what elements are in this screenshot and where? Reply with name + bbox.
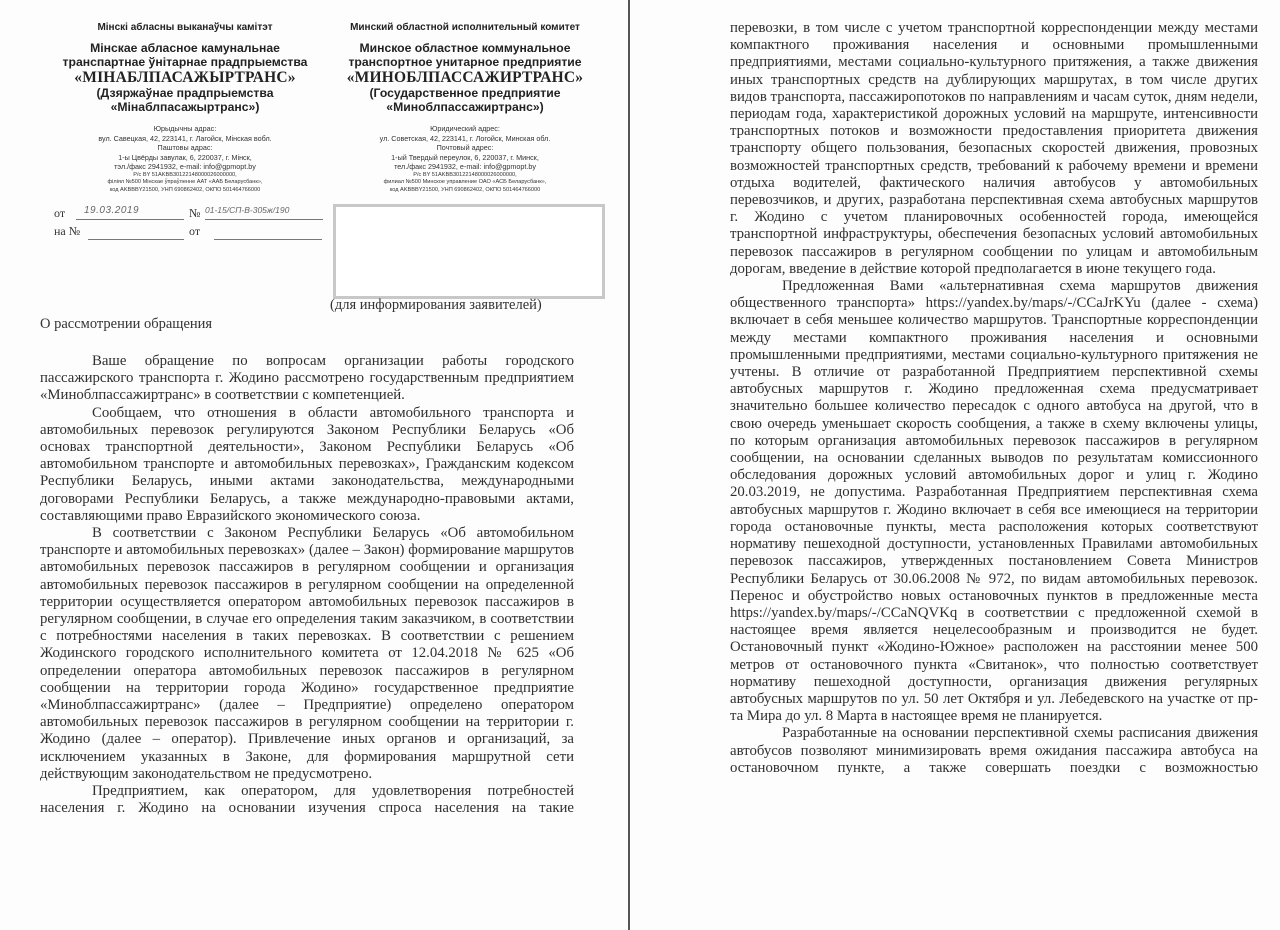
reply-from-label: от (189, 224, 201, 238)
letter-page-2 (631, 0, 1280, 930)
page-divider (628, 0, 630, 930)
bank-account: Р/с BY 51AKBB30122148000026000000, (413, 171, 517, 178)
committee-name: Мінскі абласны выканаўчы камітэт (97, 22, 273, 33)
body-paragraph: Разработанные на основании перспективной схемы расписания движения автобусов позволяют минимизировать время ожидания пассажира автобуса на остановочном пункте, а также совершать поездки с возможностью (730, 725, 1258, 776)
org-name-line: Минское областное коммунальное (359, 41, 571, 55)
body-paragraph: Предприятием, как оператором, для удовлетворения потребностей населения г. Жодино на основании изучения спроса населения на такие (40, 783, 574, 817)
bank-account: Р/с BY 51AKBB30122148000026000000, (133, 171, 237, 178)
legal-address: ул. Советская, 42, 223141, г. Логойск, Минская обл. (379, 133, 551, 143)
number-label: № (189, 206, 201, 220)
bank-codes: код AKBBBY21500, УНП 690862402, ОКПО 501464766000 (109, 186, 261, 193)
letterhead-russian (320, 22, 610, 194)
postal-address-label: Паштовы адрас: (157, 143, 213, 152)
body-paragraph: В соответствии с Законом Республики Беларусь «Об автомобильном транспорте и автомобильных перевозках» (далее – Закон) формирование маршрутов автомобильных перевозок пассажиров в регулярном сообщении и организация автомобильных перевозок пассажиров в регулярном сообщении на определенной территории осуществляется оператором автомобильных перевозок пассажиров в регулярном сообщении, в случае его определения таким заказчиком, в соответствии с потребностями населения в таких перевозках. В соответствии с решением Жодинского городского исполнительного комитета от 12.04.2018 № 625 «Об определении оператора автомобильных перевозок пассажиров в регулярном сообщении на территории города Жодино» государственное предприятие «Миноблпассажиртранс» (далее – Предприятие) определено оператором автомобильных перевозок пассажиров в регулярном сообщении на территории г. Жодино (далее – оператор). Привлечение иных органов и организаций, за исключением указанных в Законе, для формирования маршрутной сети действующим законодательством не предусмотрено. (40, 525, 574, 782)
org-subtitle-line: (Дзяржаўнае прадпрыемства (96, 86, 274, 100)
legal-address-label: Юридический адрес: (430, 124, 500, 133)
letterhead-belarusian (40, 22, 330, 194)
org-name-line: транспортное унитарное предприятие (348, 55, 582, 69)
postal-address: 1-ый Твердый переулок, 6, 220037, г. Минск, (391, 152, 539, 162)
address-block (320, 124, 610, 172)
redacted-addressee-box (333, 204, 605, 299)
org-subtitle-line: «Мінаблпасажыртранс») (110, 100, 260, 114)
bank-codes: код AKBBBY21500, УНП 690862402, ОКПО 501464766000 (389, 186, 541, 193)
contacts: тел./факс 2941932, e-mail: info@gpmopt.by (394, 162, 536, 171)
postal-address-label: Почтовый адрес: (436, 143, 494, 152)
body-paragraph: Ваше обращение по вопросам организации работы городского пассажирского транспорта г. Жодино рассмотрено государственным предприятием «Миноблпассажиртранс» в соответствии с компетенцией. (40, 353, 574, 404)
org-brand: «МИНОБЛПАССАЖИРТРАНС» (346, 69, 584, 86)
letter-body-page-2 (730, 20, 1258, 777)
body-paragraph: Предложенная Вами «альтернативная схема маршрутов движения общественного транспорта» https://yandex.by/maps/-/CCaJrKYu (далее - схема) включает в себя меньшее количество маршрутов. Транспортные корреспонденции между местами компактного проживания населения и основными промышленными предприятиями, местами социально-культурного притяжения не учтены. В отличие от разработанной Предприятием перспективной схемы автобусных маршрутов г. Жодино предложенная схема предусматривает значительно большее количество пересадок с одного автобуса на другой, что в свою очередь уменьшает скорость сообщения, а также в схему включены улицы, по которым организация автомобильных перевозок пассажиров в регулярном сообщении, на основании сделанных выводов по результатам комиссионного обследования дорожных условий автомобильных дорог и улиц г. Жодино 20.03.2019, не допустима. Разработанная Предприятием перспективная схема автобусных маршрутов г. Жодино включает в себя все имеющиеся на территории города остановочные пункты, места расположения которых соответствуют нормативу пешеходной доступности, установленных Правилами автомобильных перевозок пассажиров, утвержденных постановлением Совета Министров Республики Беларусь от 30.06.2008 № 972, по видам автомобильных перевозок. Перенос и обустройство новых остановочных пунктов в предложенные места https://yandex.by/maps/-/CCaNQVKq в соответствии с предложенной схемой в настоящее время является нецелесообразным и производится не будет. Остановочный пункт «Жодино-Южное» расположен на расстоянии менее 500 метров от остановочного пункта «Свитанок», что полностью соответствует нормативу пешеходной доступности, организация движения регулярных автобусных маршрутов по ул. 50 лет Октября и ул. Лебедевского на участке от пр-та Мира до ул. 8 Марта в настоящее время не планируется. (730, 278, 1258, 725)
legal-address-label: Юрыдычны адрас: (153, 124, 217, 133)
handwritten-number: 01-15/СП-В-305ж/190 (205, 205, 290, 215)
bank-branch: філіял №500 Мінскае ўпраўленне ААТ «ААБ Беларусбанк», (107, 179, 263, 186)
letter-subject: О рассмотрении обращения (40, 316, 213, 332)
postal-address: 1-ы Цвёрды завулак, 6, 220037, г. Мінск, (118, 152, 252, 162)
letter-body-page-1 (40, 353, 574, 817)
body-paragraph: перевозки, в том числе с учетом транспортной корреспонденции между местами компактного проживания населения и основными промышленными предприятиями, местами социально-культурного притяжения, а также движения иных транспортных средств на дублирующих маршрутах, в том числе других видов транспорта, пассажиропотоков по направлениям и часам суток, дням недели, периодам года, характеристикой дорожных условий на маршруте, интенсивности транспортных потоков и возможности предоставления приоритета движения транспорту общего пользования, безопасных скоростей движения, провозных возможностей транспортных средств, требований к рабочему времени и времени отдыха водителей, фактического наличия автобусов у автомобильных перевозчиков, и других, разработана перспективная схема автобусных маршрутов г. Жодино с учетом планировочных особенностей города, имеющейся транспортной инфраструктуры, обеспечения безопасных условий автомобильных перевозок пассажиров в регулярном сообщении по улицам и автомобильным дорогам, введение в действие которой предполагается в июне текущего года. (730, 20, 1258, 277)
legal-address: вул. Савецкая, 42, 223141, г. Лагойск, Мінская вобл. (98, 133, 272, 143)
committee-name: Минский областной исполнительный комитет (350, 22, 580, 33)
org-subtitle-line: «Миноблпассажиртранс») (386, 100, 544, 114)
reply-date-line (214, 225, 322, 240)
org-subtitle-line: (Государственное предприятие (369, 86, 561, 100)
bank-branch: филиал №500 Минское управление ОАО «АСБ Беларусбанк», (383, 179, 547, 186)
org-name-line: Мінскае абласное камунальнае (90, 41, 280, 55)
reply-to-label: на № (54, 224, 81, 238)
handwritten-date: 19.03.2019 (84, 205, 140, 216)
contacts: тэл./факс 2941932, e-mail: info@gpmopt.by (114, 162, 256, 171)
addressee-caption: (для информирования заявителей) (330, 297, 542, 313)
from-label: от (54, 206, 66, 220)
org-name-line: транспартнае ўнітарнае прадпрыемства (62, 55, 308, 69)
reply-number-line (88, 225, 184, 240)
address-block (40, 124, 330, 172)
letter-page-1 (0, 0, 628, 930)
org-brand: «МІНАБЛПАСАЖЫРТРАНС» (74, 69, 296, 86)
body-paragraph: Сообщаем, что отношения в области автомобильного транспорта и автомобильных перевозок регулируются Законом Республики Беларусь «Об основах транспортной деятельности», Законом Республики Беларусь «Об автомобильном транспорте и автомобильных перевозках», Гражданским кодексом Республики Беларусь, иными актами законодательства, международными договорами Республики Беларусь, а также международно-правовыми актами, составляющими право Евразийского экономического союза. (40, 404, 574, 524)
